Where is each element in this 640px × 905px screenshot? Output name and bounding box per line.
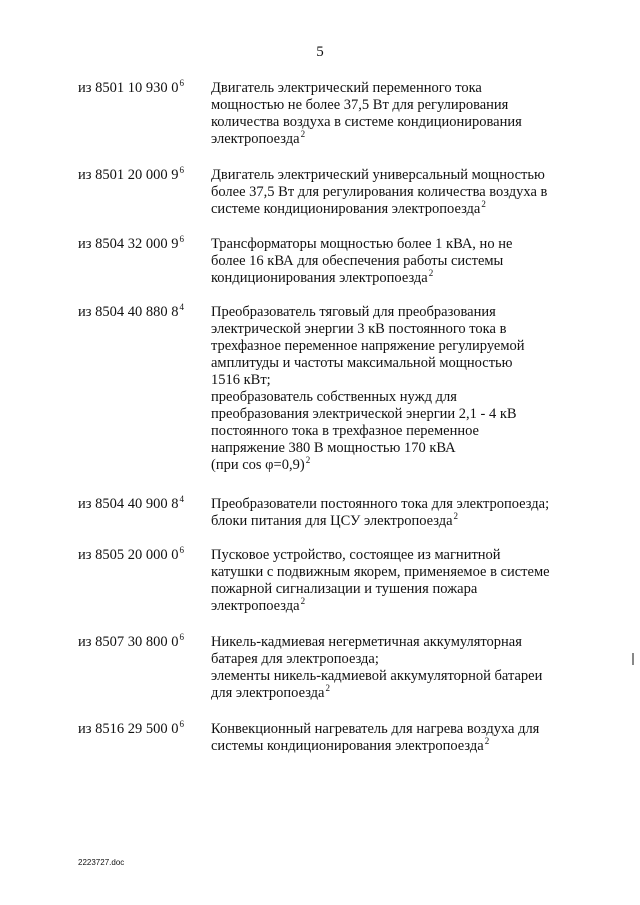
tariff-code-footnote: 4: [179, 302, 184, 312]
tariff-description: [211, 236, 581, 287]
tariff-description: [211, 167, 581, 218]
description-footnote: 2: [305, 455, 311, 465]
description-line: [211, 564, 581, 581]
description-line: [211, 547, 581, 564]
description-line: [211, 236, 581, 253]
description-footnote: 2: [481, 199, 486, 209]
description-line-text: Трансформаторы мощностью более 1 кВА, но не: [211, 236, 513, 252]
tariff-code-number: из 8504 40 880 8: [78, 304, 179, 320]
description-line: [211, 668, 581, 685]
description-line: [211, 685, 581, 702]
tariff-code: [78, 634, 184, 651]
description-footnote: 2: [428, 268, 434, 278]
description-line: [211, 738, 581, 755]
tariff-description: [211, 304, 581, 474]
description-line-text: более 37,5 Вт для регулирования количества воздуха в: [211, 184, 548, 200]
description-line-text: Никель-кадмиевая негерметичная аккумуляторная: [211, 634, 522, 650]
description-line: [211, 598, 581, 615]
description-line-text: системе кондиционирования электропоезда: [211, 201, 481, 217]
description-line: [211, 321, 581, 338]
description-line-text: Преобразователь тяговый для преобразования: [211, 304, 496, 320]
tariff-code: [78, 304, 184, 321]
tariff-description: [211, 547, 581, 615]
description-line-text: электропоезда: [211, 598, 300, 614]
description-line: [211, 496, 581, 513]
tariff-code-number: из 8516 29 500 0: [78, 721, 179, 737]
tariff-code-footnote: 6: [179, 165, 184, 175]
tariff-description: [211, 80, 581, 148]
description-line: [211, 201, 581, 218]
description-line: [211, 440, 581, 457]
description-line-text: постоянного тока в трехфазное переменное: [211, 423, 479, 439]
description-line: [211, 253, 581, 270]
document-filename: 2223727.doc: [78, 858, 125, 867]
description-line-text: системы кондиционирования электропоезда: [211, 738, 484, 754]
description-line-text: Преобразователи постоянного тока для электропоезда;: [211, 496, 550, 512]
description-line: [211, 97, 581, 114]
page-number: 5: [316, 44, 324, 60]
tariff-code-number: из 8501 10 930 0: [78, 80, 179, 96]
description-line-text: блоки питания для ЦСУ электропоезда: [211, 513, 453, 529]
description-line-text: количества воздуха в системе кондиционирования: [211, 114, 522, 130]
description-line-text: кондиционирования электропоезда: [211, 270, 428, 286]
description-line-text: преобразования электрической энергии 2,1 - 4 кВ: [211, 406, 517, 422]
tariff-code-number: из 8501 20 000 9: [78, 167, 179, 183]
description-footnote: 2: [300, 129, 306, 139]
description-line-text: 1516 кВт;: [211, 372, 271, 388]
margin-mark: [632, 653, 634, 665]
description-line-text: батарея для электропоезда;: [211, 651, 379, 667]
description-line-text: преобразователь собственных нужд для: [211, 389, 457, 405]
description-footnote: 2: [300, 596, 306, 606]
tariff-code-number: из 8504 32 000 9: [78, 236, 179, 252]
description-line: [211, 184, 581, 201]
description-line-text: пожарной сигнализации и тушения пожара: [211, 581, 478, 597]
description-line: [211, 355, 581, 372]
description-line-text: мощностью не более 37,5 Вт для регулирования: [211, 97, 509, 113]
description-line: [211, 634, 581, 651]
tariff-description: [211, 496, 581, 530]
description-line: [211, 389, 581, 406]
description-line: [211, 581, 581, 598]
tariff-code-footnote: 6: [179, 234, 184, 244]
description-line: [211, 372, 581, 389]
description-line-text: (при cos φ=0,9): [211, 457, 305, 473]
description-line: [211, 721, 581, 738]
description-line: [211, 423, 581, 440]
description-line: [211, 114, 581, 131]
description-line-text: трехфазное переменное напряжение регулируемой: [211, 338, 525, 354]
tariff-description: [211, 721, 581, 755]
description-line-text: катушки с подвижным якорем, применяемое в системе: [211, 564, 550, 580]
description-line: [211, 131, 581, 148]
description-footnote: 2: [325, 683, 330, 693]
description-line: [211, 513, 581, 530]
description-line-text: Пусковое устройство, состоящее из магнитной: [211, 547, 501, 563]
tariff-code-number: из 8507 30 800 0: [78, 634, 179, 650]
description-line-text: Конвекционный нагреватель для нагрева воздуха для: [211, 721, 540, 737]
description-line-text: Двигатель электрический переменного тока: [211, 80, 482, 96]
tariff-code: [78, 496, 184, 513]
description-footnote: 2: [484, 736, 490, 746]
tariff-code-footnote: 6: [179, 632, 184, 642]
tariff-code-footnote: 6: [179, 78, 184, 88]
tariff-code: [78, 167, 184, 184]
description-line-text: для электропоезда: [211, 685, 325, 701]
description-line: [211, 167, 581, 184]
description-line-text: электрической энергии 3 кВ постоянного тока в: [211, 321, 507, 337]
tariff-code: [78, 547, 184, 564]
description-line-text: амплитуды и частоты максимальной мощностью: [211, 355, 513, 371]
description-line-text: Двигатель электрический универсальный мощностью: [211, 167, 545, 183]
description-line-text: элементы никель-кадмиевой аккумуляторной батареи: [211, 668, 543, 684]
tariff-code: [78, 236, 184, 253]
description-line: [211, 406, 581, 423]
description-line: [211, 80, 581, 97]
description-line: [211, 457, 581, 474]
tariff-code: [78, 80, 184, 97]
description-footnote: 2: [453, 511, 459, 521]
tariff-code-number: из 8504 40 900 8: [78, 496, 179, 512]
description-line-text: электропоезда: [211, 131, 300, 147]
description-line-text: более 16 кВА для обеспечения работы системы: [211, 253, 504, 269]
tariff-code-footnote: 6: [179, 545, 184, 555]
description-line: [211, 338, 581, 355]
description-line: [211, 304, 581, 321]
description-line: [211, 651, 581, 668]
tariff-code-number: из 8505 20 000 0: [78, 547, 179, 563]
tariff-code: [78, 721, 184, 738]
tariff-code-footnote: 6: [179, 719, 184, 729]
description-line-text: напряжение 380 В мощностью 170 кВА: [211, 440, 456, 456]
tariff-code-footnote: 4: [179, 494, 184, 504]
tariff-description: [211, 634, 581, 702]
description-line: [211, 270, 581, 287]
